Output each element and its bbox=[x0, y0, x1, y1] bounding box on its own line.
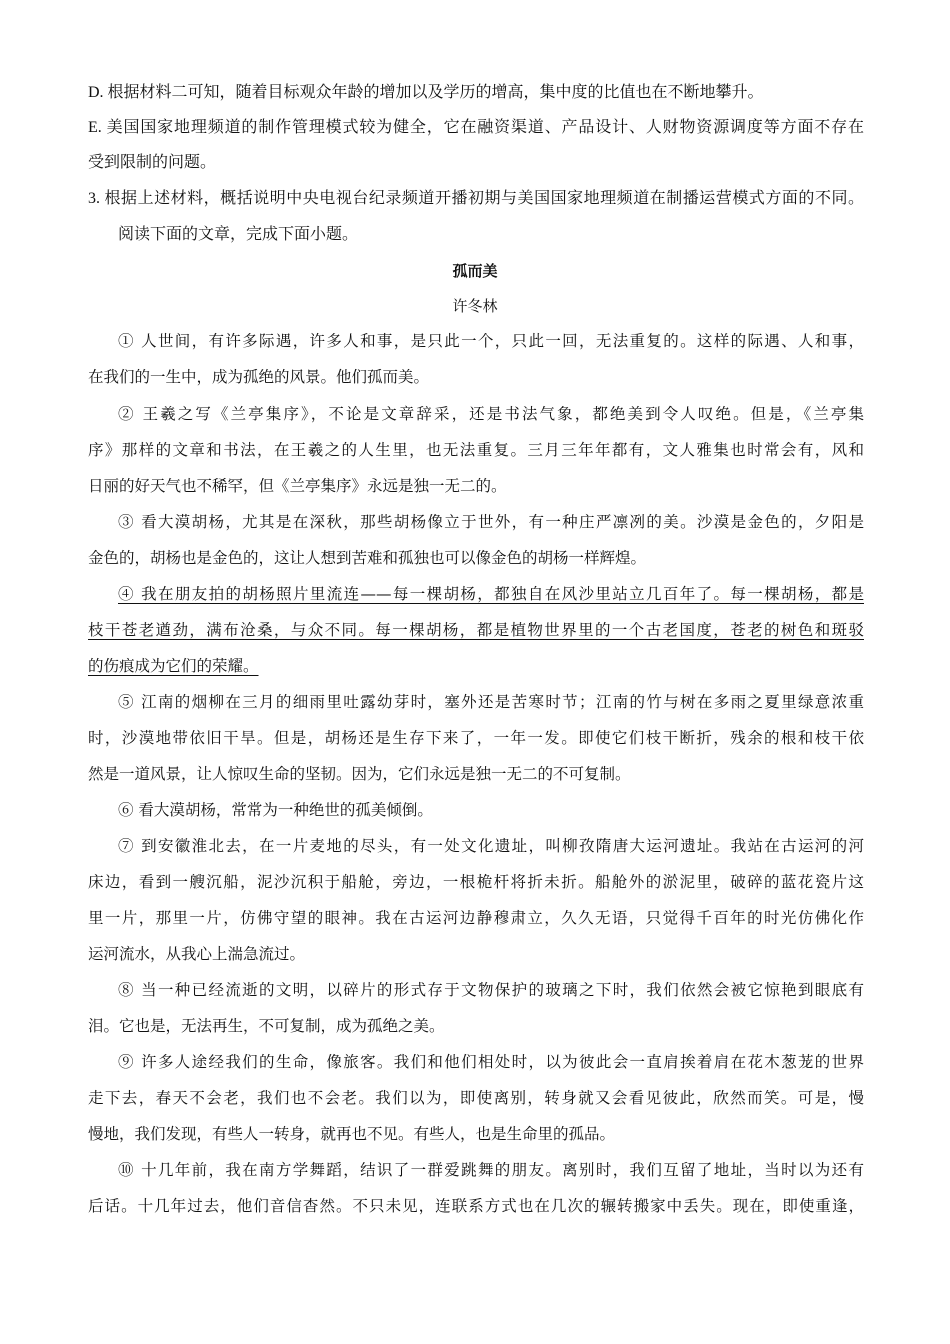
paragraph-3-line: ③ 看大漠胡杨，尤其是在深秋，那些胡杨像立于世外，有一种庄严凛冽的美。沙漠是金色的，夕阳是 bbox=[118, 513, 864, 531]
paragraph-1-line: 在我们的一生中，成为孤绝的风景。他们孤而美。 bbox=[88, 368, 430, 386]
article-author: 许冬林 bbox=[452, 297, 498, 315]
paragraph-9-line: ⑨ 许多人途经我们的生命，像旅客。我们和他们相处时，以为彼此会一直肩挨着肩在花木葱茏的世界 bbox=[118, 1053, 864, 1071]
paragraph-4-line bbox=[88, 656, 864, 676]
underlined-sentence: 的伤痕成为它们的荣耀。 bbox=[88, 657, 259, 675]
underlined-sentence: 枝干苍老遒劲，满布沧桑，与众不同。每一棵胡杨，都是植物世界里的一个古老国度，苍老的树色和斑驳 bbox=[88, 621, 864, 639]
paragraph-7-line: 里一片，那里一片，仿佛守望的眼神。我在古运河边静穆肃立，久久无语，只觉得千百年的时光仿佛化作 bbox=[88, 909, 864, 927]
paragraph-2-line: ② 王羲之写《兰亭集序》，不论是文章辞采，还是书法气象，都绝美到令人叹绝。但是，《兰亭集 bbox=[118, 405, 864, 423]
paragraph-5-line: 时，沙漠地带依旧干旱。但是，胡杨还是生存下来了，一年一发。即使它们枝干断折，残余的根和枝干依 bbox=[88, 729, 864, 747]
option-e-line-2: 受到限制的问题。 bbox=[88, 154, 217, 171]
underlined-sentence: ④ 我在朋友拍的胡杨照片里流连——每一棵胡杨，都独自在风沙里站立几百年了。每一棵胡杨，都是 bbox=[118, 585, 864, 603]
paragraph-7-line: ⑦ 到安徽淮北去，在一片麦地的尽头，有一处文化遗址，叫柳孜隋唐大运河遗址。我站在古运河的河 bbox=[118, 837, 864, 855]
paragraph-2-line: 日丽的好天气也不稀罕，但《兰亭集序》永远是独一无二的。 bbox=[88, 477, 507, 495]
option-d: D. 根据材料二可知，随着目标观众年龄的增加以及学历的增高，集中度的比值也在不断地攀升。 bbox=[88, 84, 764, 101]
paragraph-10-line: 后话。十几年过去，他们音信杳然。不只未见，连联系方式也在几次的辗转搬家中丢失。现在，即使重逢， bbox=[88, 1197, 864, 1215]
reading-instruction: 阅读下面的文章，完成下面小题。 bbox=[118, 226, 359, 243]
paragraph-2-line: 序》那样的文章和书法，在王羲之的人生里，也无法重复。三月三年年都有，文人雅集也时常会有，风和 bbox=[88, 441, 864, 459]
paragraph-1-line: ① 人世间，有许多际遇，许多人和事，是只此一个，只此一回，无法重复的。这样的际遇、人和事， bbox=[118, 332, 864, 350]
article-title: 孤而美 bbox=[452, 262, 498, 280]
paragraph-7-line: 运河流水，从我心上湍急流过。 bbox=[88, 945, 306, 963]
paragraph-9-line: 慢地，我们发现，有些人一转身，就再也不见。有些人，也是生命里的孤品。 bbox=[88, 1125, 616, 1143]
paragraph-9-line: 走下去，春天不会老，我们也不会老。我们以为，即使离别，转身就又会看见彼此，欣然而笑。可是，慢 bbox=[88, 1089, 864, 1107]
paragraph-5-line: 然是一道风景，让人惊叹生命的坚韧。因为，它们永远是独一无二的不可复制。 bbox=[88, 765, 631, 783]
paragraph-4-line bbox=[88, 620, 864, 640]
paragraph-8-line: ⑧ 当一种已经流逝的文明，以碎片的形式存于文物保护的玻璃之下时，我们依然会被它惊艳到眼底有 bbox=[118, 981, 864, 999]
paragraph-7-line: 床边，看到一艘沉船，泥沙沉积于船舱，旁边，一根桅杆将折未折。船舱外的淤泥里，破碎的蓝花瓷片这 bbox=[88, 873, 864, 891]
option-e-line-1: E. 美国国家地理频道的制作管理模式较为健全，它在融资渠道、产品设计、人财物资源调度等方面不存在 bbox=[88, 119, 864, 136]
paragraph-8-line: 泪。它也是，无法再生，不可复制，成为孤绝之美。 bbox=[88, 1017, 445, 1035]
paragraph-6-line: ⑥ 看大漠胡杨，常常为一种绝世的孤美倾倒。 bbox=[118, 801, 433, 819]
paragraph-5-line: ⑤ 江南的烟柳在三月的细雨里吐露幼芽时，塞外还是苦寒时节；江南的竹与树在多雨之夏里绿意浓重 bbox=[118, 693, 864, 711]
paragraph-4-line bbox=[118, 584, 864, 604]
question-3: 3. 根据上述材料，概括说明中央电视台纪录频道开播初期与美国国家地理频道在制播运营模式方面的不同。 bbox=[88, 190, 864, 207]
paragraph-10-line: ⑩ 十几年前，我在南方学舞蹈，结识了一群爱跳舞的朋友。离别时，我们互留了地址，当时以为还有 bbox=[118, 1161, 864, 1179]
paragraph-3-line: 金色的，胡杨也是金色的，这让人想到苦难和孤独也可以像金色的胡杨一样辉煌。 bbox=[88, 549, 647, 567]
